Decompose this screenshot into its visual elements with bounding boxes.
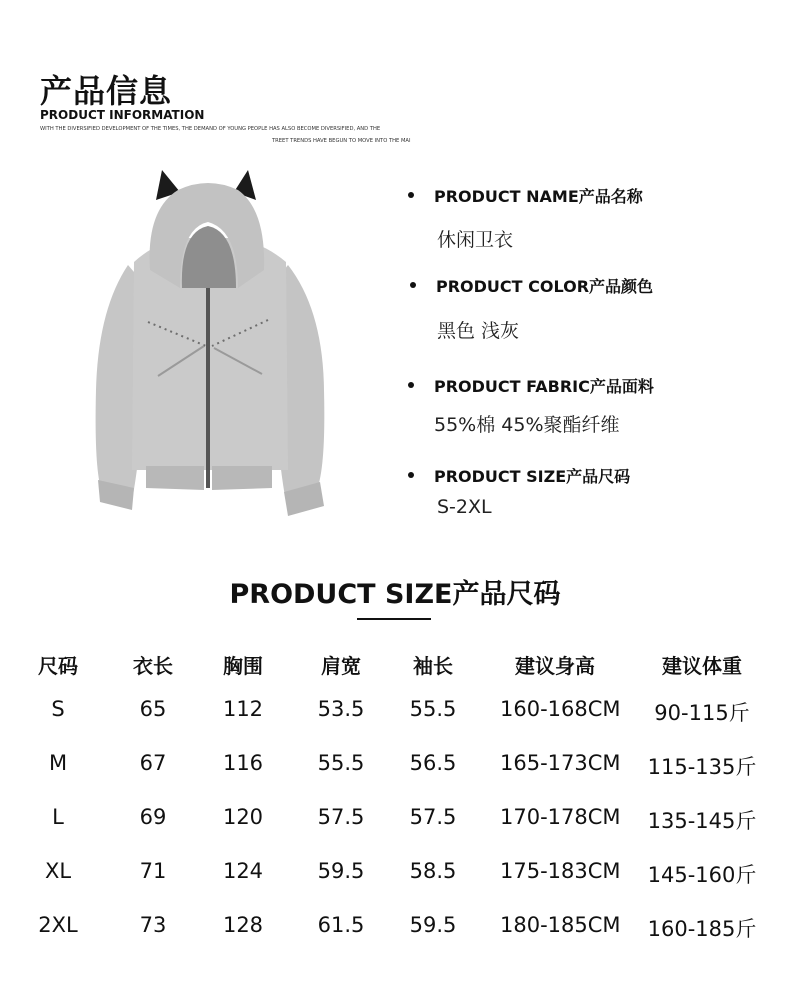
cell-shoulder: 59.5	[317, 859, 365, 883]
cell-height: 175-183CM	[500, 859, 621, 883]
cell-size: XL	[44, 859, 72, 883]
cell-weight: 145-160斤	[647, 863, 757, 887]
header-height: 建议身高	[515, 654, 595, 678]
header-sleeve: 袖长	[413, 654, 453, 678]
cell-length: 65	[139, 697, 167, 721]
bullet-size	[408, 472, 414, 478]
cell-chest: 116	[222, 751, 264, 775]
cell-sleeve: 55.5	[409, 697, 457, 721]
cell-shoulder: 61.5	[317, 913, 365, 937]
header-length: 衣长	[133, 654, 173, 678]
cell-size: M	[48, 751, 68, 775]
cell-shoulder: 53.5	[317, 697, 365, 721]
info-value-size: S-2XL	[437, 496, 492, 518]
cell-length: 67	[139, 751, 167, 775]
info-value-color: 黑色 浅灰	[437, 320, 520, 342]
cell-size: S	[51, 697, 65, 721]
info-value-fabric: 55%棉 45%聚酯纤维	[434, 414, 620, 436]
header-size: 尺码	[38, 654, 78, 678]
cell-length: 73	[139, 913, 167, 937]
cell-chest: 112	[222, 697, 264, 721]
page-title: 产品信息	[40, 72, 173, 110]
cell-chest: 124	[222, 859, 264, 883]
cell-height: 165-173CM	[500, 751, 621, 775]
info-label-color: PRODUCT COLOR产品颜色	[436, 277, 654, 296]
cell-chest: 128	[222, 913, 264, 937]
cell-length: 71	[139, 859, 167, 883]
zipper	[206, 288, 210, 488]
bullet-color	[410, 282, 416, 288]
right-hem	[212, 466, 272, 490]
header-chest: 胸围	[223, 654, 263, 678]
cell-weight: 90-115斤	[654, 701, 750, 725]
info-label-size: PRODUCT SIZE产品尺码	[434, 467, 631, 486]
info-value-name: 休闲卫衣	[437, 229, 514, 251]
cell-sleeve: 57.5	[409, 805, 457, 829]
tagline-line-1: WITH THE DIVERSIFIED DEVELOPMENT OF THE TIMES, THE DEMAND OF YOUNG PEOPLE HAS ALSO BECOME DIVERSIFIED, AND THE	[40, 126, 381, 132]
tagline-line-2: TREET TRENDS HAVE BEGUN TO MOVE INTO THE MAI	[272, 138, 411, 144]
size-table-title: PRODUCT SIZE产品尺码	[229, 579, 561, 610]
cell-shoulder: 55.5	[317, 751, 365, 775]
title-underline	[357, 618, 431, 620]
cell-shoulder: 57.5	[317, 805, 365, 829]
info-label-fabric: PRODUCT FABRIC产品面料	[434, 377, 654, 396]
cell-weight: 115-135斤	[647, 755, 757, 779]
cell-height: 170-178CM	[500, 805, 621, 829]
hoodie-image	[88, 170, 358, 530]
page-subtitle: PRODUCT INFORMATION	[40, 108, 205, 122]
cell-length: 69	[139, 805, 167, 829]
bullet-fabric	[408, 382, 414, 388]
cell-chest: 120	[222, 805, 264, 829]
header-shoulder: 肩宽	[321, 654, 361, 678]
left-hem	[146, 466, 204, 490]
info-label-name: PRODUCT NAME产品名称	[434, 187, 643, 206]
cell-weight: 135-145斤	[647, 809, 757, 833]
cell-size: L	[52, 805, 64, 829]
cell-weight: 160-185斤	[647, 917, 757, 941]
bullet-name	[408, 192, 414, 198]
header-weight: 建议体重	[662, 654, 742, 678]
cell-height: 180-185CM	[500, 913, 621, 937]
cell-height: 160-168CM	[500, 697, 621, 721]
cell-size: 2XL	[38, 913, 78, 937]
cell-sleeve: 59.5	[409, 913, 457, 937]
cell-sleeve: 58.5	[409, 859, 457, 883]
cell-sleeve: 56.5	[409, 751, 457, 775]
